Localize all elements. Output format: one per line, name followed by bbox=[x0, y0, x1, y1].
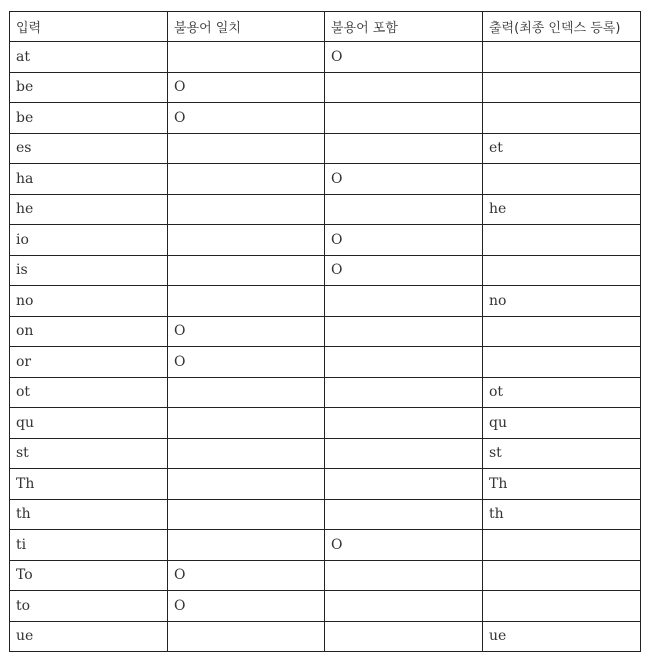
cell-input: or bbox=[10, 347, 168, 378]
table-row bbox=[10, 103, 641, 134]
cell-stopword-match bbox=[168, 286, 325, 317]
cell-input: be bbox=[10, 72, 168, 103]
cell-stopword-contains bbox=[325, 286, 483, 317]
cell-stopword-contains bbox=[325, 72, 483, 103]
cell-output: th bbox=[483, 499, 641, 530]
table-row bbox=[10, 133, 641, 164]
cell-output bbox=[483, 72, 641, 103]
cell-output: ue bbox=[483, 621, 641, 652]
cell-output: he bbox=[483, 194, 641, 225]
table-row bbox=[10, 42, 641, 73]
cell-output: st bbox=[483, 438, 641, 469]
table-row bbox=[10, 469, 641, 500]
cell-stopword-match: O bbox=[168, 103, 325, 134]
cell-input: he bbox=[10, 194, 168, 225]
table-row bbox=[10, 530, 641, 561]
cell-input: Th bbox=[10, 469, 168, 500]
header-stopword-contains: 불용어 포함 bbox=[325, 12, 483, 42]
cell-input: is bbox=[10, 255, 168, 286]
cell-output: et bbox=[483, 133, 641, 164]
cell-input: on bbox=[10, 316, 168, 347]
cell-input: es bbox=[10, 133, 168, 164]
table-row bbox=[10, 164, 641, 195]
cell-input: ti bbox=[10, 530, 168, 561]
cell-stopword-match: O bbox=[168, 72, 325, 103]
cell-stopword-match bbox=[168, 621, 325, 652]
cell-stopword-contains bbox=[325, 377, 483, 408]
cell-output bbox=[483, 103, 641, 134]
cell-input: ha bbox=[10, 164, 168, 195]
cell-output bbox=[483, 42, 641, 73]
cell-stopword-match bbox=[168, 499, 325, 530]
table-row bbox=[10, 225, 641, 256]
cell-input: qu bbox=[10, 408, 168, 439]
table-row bbox=[10, 408, 641, 439]
cell-stopword-match bbox=[168, 194, 325, 225]
cell-stopword-contains: O bbox=[325, 42, 483, 73]
cell-stopword-match bbox=[168, 164, 325, 195]
cell-output: ot bbox=[483, 377, 641, 408]
cell-stopword-contains bbox=[325, 438, 483, 469]
cell-output bbox=[483, 560, 641, 591]
cell-input: io bbox=[10, 225, 168, 256]
cell-output: qu bbox=[483, 408, 641, 439]
cell-input: ue bbox=[10, 621, 168, 652]
cell-stopword-match: O bbox=[168, 560, 325, 591]
cell-output: no bbox=[483, 286, 641, 317]
table-body bbox=[10, 42, 641, 652]
cell-stopword-match bbox=[168, 42, 325, 73]
cell-stopword-match bbox=[168, 438, 325, 469]
cell-output bbox=[483, 164, 641, 195]
header-stopword-match: 불용어 일치 bbox=[168, 12, 325, 42]
header-input: 입력 bbox=[10, 12, 168, 42]
cell-stopword-contains bbox=[325, 103, 483, 134]
cell-output bbox=[483, 347, 641, 378]
cell-stopword-match bbox=[168, 530, 325, 561]
table-row bbox=[10, 591, 641, 622]
cell-input: at bbox=[10, 42, 168, 73]
cell-stopword-contains bbox=[325, 469, 483, 500]
cell-stopword-contains bbox=[325, 347, 483, 378]
cell-input: To bbox=[10, 560, 168, 591]
cell-output bbox=[483, 255, 641, 286]
table-row bbox=[10, 347, 641, 378]
table-row bbox=[10, 316, 641, 347]
table-row bbox=[10, 438, 641, 469]
table-row bbox=[10, 499, 641, 530]
table-header-row bbox=[10, 12, 641, 42]
cell-stopword-contains bbox=[325, 560, 483, 591]
cell-stopword-match bbox=[168, 469, 325, 500]
cell-stopword-contains: O bbox=[325, 164, 483, 195]
cell-output bbox=[483, 530, 641, 561]
cell-input: be bbox=[10, 103, 168, 134]
cell-output bbox=[483, 225, 641, 256]
cell-stopword-contains: O bbox=[325, 530, 483, 561]
cell-stopword-contains bbox=[325, 499, 483, 530]
cell-stopword-match bbox=[168, 377, 325, 408]
cell-output bbox=[483, 591, 641, 622]
cell-input: to bbox=[10, 591, 168, 622]
cell-stopword-match bbox=[168, 408, 325, 439]
cell-stopword-contains bbox=[325, 591, 483, 622]
table-row bbox=[10, 560, 641, 591]
cell-stopword-contains bbox=[325, 408, 483, 439]
cell-stopword-match bbox=[168, 225, 325, 256]
table-row bbox=[10, 286, 641, 317]
cell-stopword-contains bbox=[325, 133, 483, 164]
cell-input: no bbox=[10, 286, 168, 317]
header-output: 출력(최종 인덱스 등록) bbox=[483, 12, 641, 42]
stopword-table bbox=[9, 11, 641, 652]
cell-input: st bbox=[10, 438, 168, 469]
cell-stopword-match: O bbox=[168, 316, 325, 347]
table-row bbox=[10, 255, 641, 286]
cell-output bbox=[483, 316, 641, 347]
cell-stopword-contains: O bbox=[325, 225, 483, 256]
cell-input: ot bbox=[10, 377, 168, 408]
cell-stopword-match: O bbox=[168, 591, 325, 622]
cell-stopword-match bbox=[168, 133, 325, 164]
stopword-table-container bbox=[9, 11, 640, 652]
cell-stopword-match bbox=[168, 255, 325, 286]
cell-stopword-contains bbox=[325, 621, 483, 652]
cell-stopword-contains bbox=[325, 194, 483, 225]
cell-stopword-contains: O bbox=[325, 255, 483, 286]
cell-output: Th bbox=[483, 469, 641, 500]
cell-input: th bbox=[10, 499, 168, 530]
cell-stopword-contains bbox=[325, 316, 483, 347]
table-row bbox=[10, 72, 641, 103]
cell-stopword-match: O bbox=[168, 347, 325, 378]
table-row bbox=[10, 621, 641, 652]
table-row bbox=[10, 377, 641, 408]
table-row bbox=[10, 194, 641, 225]
